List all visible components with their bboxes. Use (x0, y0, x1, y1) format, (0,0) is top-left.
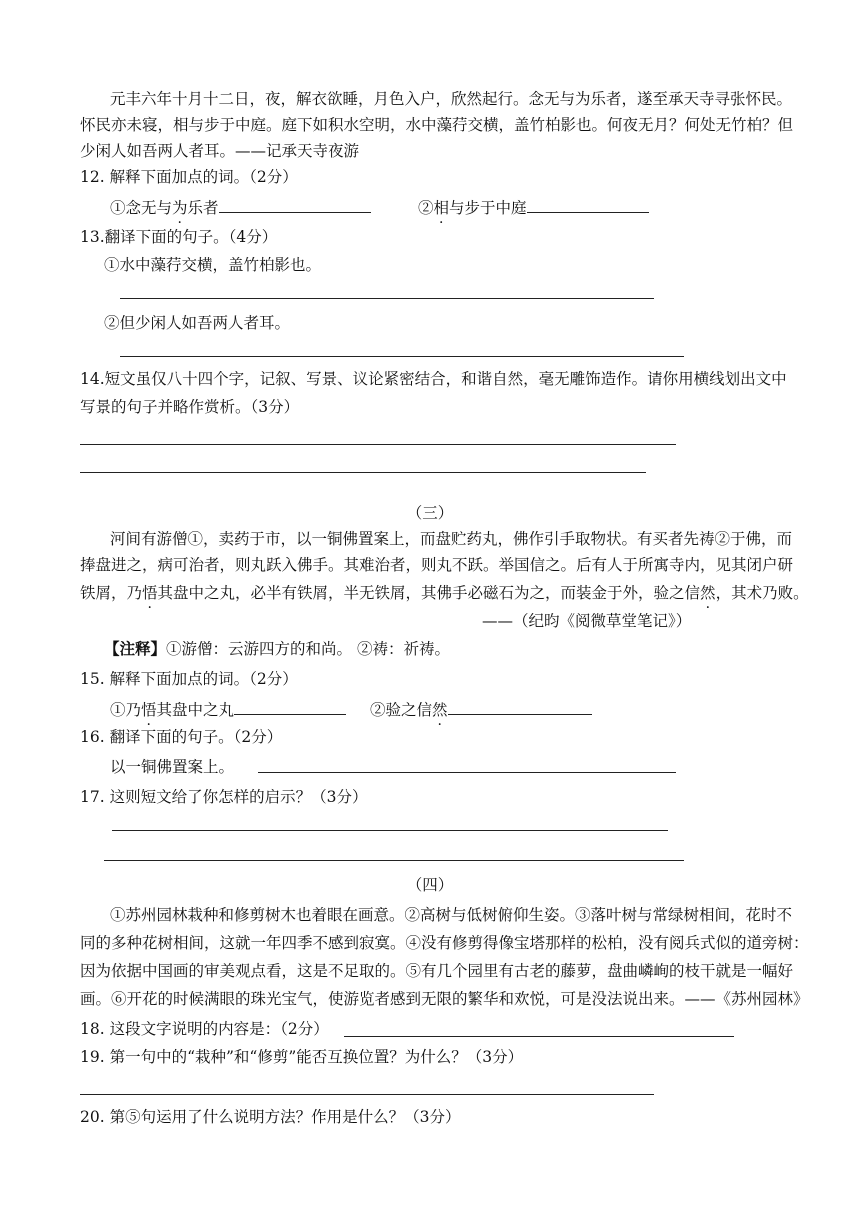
passage-text: 铁屑，乃 (80, 584, 143, 602)
passage-line: 少闲人如吾两人者耳。——记承天寺夜游 (80, 142, 360, 160)
answer-line[interactable] (80, 444, 676, 445)
question-13-sentence-1: ①水中藻荇交横，盖竹柏影也。 (104, 256, 322, 274)
answer-line[interactable] (344, 1036, 734, 1037)
dotted-word: 为 (172, 199, 188, 217)
passage-line (80, 582, 809, 604)
question-16-stem: 16. 翻译下面的句子。（2分） (80, 728, 283, 746)
annotation (104, 638, 450, 660)
question-12-item-a (110, 196, 371, 219)
question-17-stem: 17. 这则短文给了你怎样的启示？（3分） (80, 788, 368, 806)
question-15-item-a (110, 698, 346, 721)
answer-blank[interactable] (527, 196, 649, 213)
item-text: ② (418, 199, 434, 217)
dotted-word: 悟 (141, 701, 157, 719)
item-text: 乐者 (187, 199, 219, 217)
answer-blank[interactable] (219, 196, 371, 213)
item-text: 其盘中之丸 (156, 701, 235, 719)
answer-blank[interactable] (234, 698, 346, 715)
passage-line: 元丰六年十月十二日，夜，解衣欲睡，月色入户，欣然起行。念无与为乐者，遂至承天寺寻张怀民。 (110, 90, 793, 108)
passage-text: 其盘中之丸，必半有铁屑，半无铁屑，其佛手必磁石为之，而装金于外，验之信 (157, 584, 701, 602)
question-12-stem: 12. 解释下面加点的词。（2分） (80, 168, 298, 186)
question-18-stem: 18. 这段文字说明的内容是：（2分） (80, 1020, 329, 1038)
passage-line: 画。⑥开花的时候满眼的珠光宝气，使游览者感到无限的繁华和欢悦，可是没法说出来。——《苏州园林》 (80, 990, 809, 1008)
answer-line[interactable] (112, 830, 668, 831)
section-heading: （三） (406, 504, 454, 522)
passage-line: 捧盘进之，病可治者，则丸跃入佛手。其难治者，则丸不跃。举国信之。后有人于所寓寺内，见其闭户研 (80, 556, 794, 574)
item-text: ②验之信 (370, 701, 433, 719)
dotted-word: 相 (433, 199, 450, 217)
dotted-word: 然 (432, 701, 448, 719)
answer-line[interactable] (258, 772, 676, 773)
question-19-stem: 19. 第一句中的“栽种”和“修剪”能否互换位置？为什么？（3分） (80, 1048, 524, 1066)
answer-line[interactable] (120, 298, 654, 299)
question-15-stem: 15. 解释下面加点的词。（2分） (80, 670, 298, 688)
answer-line[interactable] (80, 472, 646, 473)
annotation-text: ①游僧：云游四方的和尚。 ②祷：祈祷。 (166, 640, 450, 658)
answer-line[interactable] (120, 356, 684, 357)
item-text: ①乃 (110, 701, 142, 719)
passage-text: ，其术乃败。 (715, 584, 809, 602)
answer-line[interactable] (104, 860, 684, 861)
question-16-sentence: 以一铜佛置案上。 (110, 758, 235, 776)
question-15-item-b (370, 698, 592, 721)
passage-line: ①苏州园林栽种和修剪树木也着眼在画意。②高树与低树俯仰生姿。③落叶树与常绿树相间，花时不 (110, 906, 793, 924)
passage-line: 同的多种花树相间，这就一年四季不感到寂寞。④没有修剪得像宝塔那样的松柏，没有阅兵式似的道旁树： (80, 934, 809, 952)
passage-line: 因为依据中国画的审美观点看，这是不足取的。⑤有几个园里有古老的藤萝，盘曲嶙峋的枝干就是一幅好 (80, 962, 794, 980)
passage-line: 河间有游僧①，卖药于市，以一铜佛置案上，而盘贮药丸，佛作引手取物状。有买者先祷②于佛，而 (110, 530, 793, 548)
question-12-item-b (418, 196, 649, 219)
answer-line[interactable] (80, 1094, 654, 1095)
item-text: 与步于中庭 (449, 199, 527, 217)
answer-blank[interactable] (448, 698, 592, 715)
item-text: ①念无与 (110, 199, 173, 217)
question-20-stem: 20. 第⑤句运用了什么说明方法？作用是什么？（3分） (80, 1108, 461, 1126)
question-14-stem: 写景的句子并略作赏析。（3分） (80, 398, 300, 416)
dotted-word: 然 (700, 584, 716, 602)
question-13-sentence-2: ②但少闲人如吾两人者耳。 (104, 314, 291, 332)
passage-line: 怀民亦未寝，相与步于中庭。庭下如积水空明，水中藻荇交横，盖竹柏影也。何夜无月？何处无竹柏？但 (80, 116, 794, 134)
annotation-label: 【注释】 (104, 639, 167, 658)
question-14-stem: 14.短文虽仅八十四个字，记叙、写景、议论紧密结合，和谐自然，毫无雕饰造作。请你用横线划出文中 (80, 370, 787, 388)
question-13-stem: 13.翻译下面的句子。（4分） (80, 228, 278, 246)
dotted-word: 悟 (142, 584, 158, 602)
passage-source: ——（纪昀《阅微草堂笔记》） (482, 612, 692, 630)
section-heading: （四） (406, 876, 454, 894)
